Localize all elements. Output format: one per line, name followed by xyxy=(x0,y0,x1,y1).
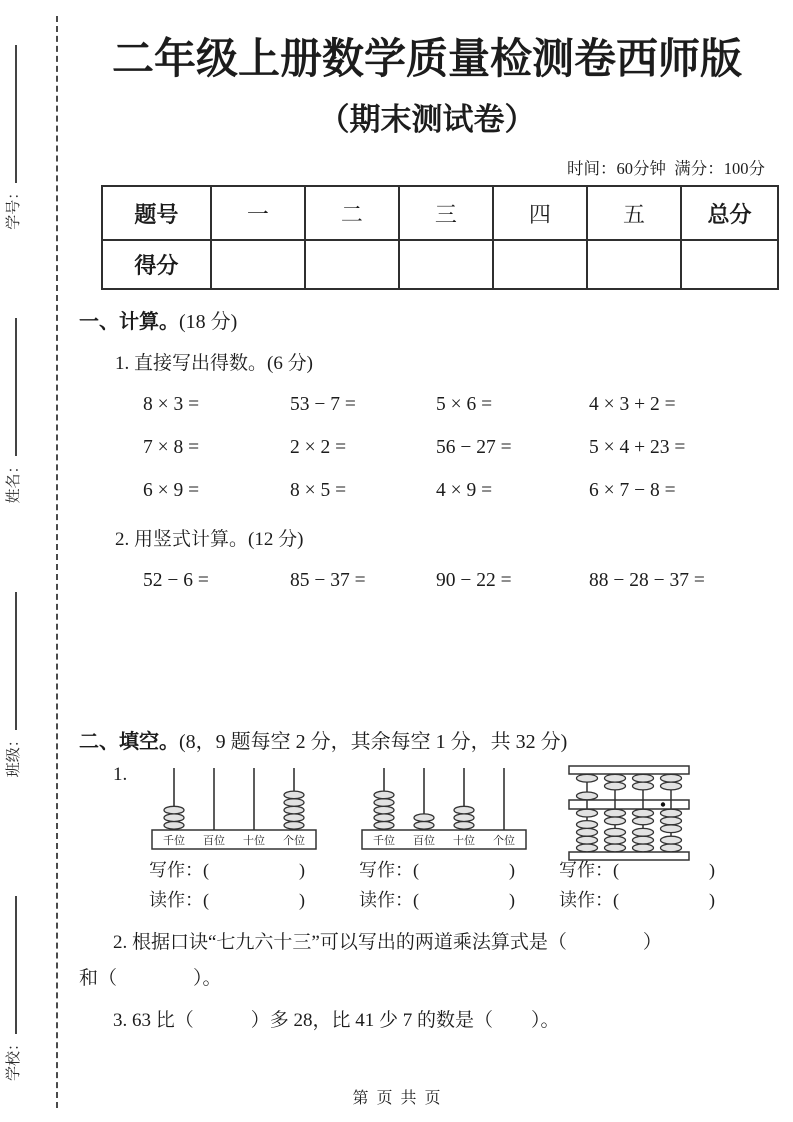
math-problem: 52 − 6 = xyxy=(143,570,209,592)
math-problem: 4 × 9 = xyxy=(436,480,493,502)
seal-dashed-line xyxy=(56,16,58,1108)
calculation-workspace xyxy=(75,592,779,710)
math-problem: 6 × 9 = xyxy=(143,480,200,502)
fill-q3: 3. 63 比（ ）多 28，比 41 少 7 的数是（ ）。 xyxy=(113,1009,560,1031)
score-table-header-cell: 三 xyxy=(399,186,493,240)
math-problem: 85 − 37 = xyxy=(290,570,366,592)
score-empty-cell xyxy=(587,240,681,289)
fill-q1 xyxy=(75,764,779,915)
write-as-line: 写作：( ) xyxy=(559,860,715,881)
section-two-heading-bold: 二、填空。 xyxy=(79,731,179,754)
write-as-line: 写作：( ) xyxy=(149,860,305,881)
score-table xyxy=(101,185,779,290)
section-one-heading xyxy=(79,305,779,334)
field-student-number-label: 学号： xyxy=(6,184,22,230)
svg-text:千位: 千位 xyxy=(163,835,185,848)
write-as-line: 写作：( ) xyxy=(359,860,515,881)
part2-title: 2. 用竖式计算。(12 分) xyxy=(115,529,304,551)
time-and-score-info: 时间：60分钟 满分：100分 xyxy=(567,159,765,179)
paper-title: 二年级上册数学质量检测卷西师版 xyxy=(111,35,742,82)
field-name-blank-line xyxy=(12,318,17,456)
read-as-line: 读作：( ) xyxy=(359,889,515,910)
math-problem: 5 × 4 + 23 = xyxy=(589,437,686,459)
field-school-label: 学校： xyxy=(6,1035,22,1081)
fill-q2-line1: 2. 根据口诀“七九六十三”可以写出的两道乘法算式是（ ） xyxy=(113,931,662,953)
section-one-heading-rest: (18 分) xyxy=(179,311,238,334)
score-table-header-cell: 一 xyxy=(211,186,305,240)
abacus-column-1 xyxy=(149,764,359,915)
section-two-heading xyxy=(79,725,779,754)
svg-text:千位: 千位 xyxy=(373,835,395,848)
sidebar-student-info xyxy=(2,11,54,1111)
math-problem: 8 × 3 = xyxy=(143,394,200,416)
section-one-heading-bold: 一、计算。 xyxy=(79,311,179,334)
column-calculation-grid xyxy=(75,570,779,592)
math-problem: 7 × 8 = xyxy=(143,437,200,459)
field-name xyxy=(2,304,23,504)
abacus-a xyxy=(149,764,359,856)
score-table-score-row xyxy=(102,240,778,289)
score-empty-cell xyxy=(493,240,587,289)
score-empty-cell xyxy=(211,240,305,289)
fill-q1-number: 1. xyxy=(113,764,128,786)
field-student-number-blank-line xyxy=(12,45,17,183)
math-problem: 88 − 28 − 37 = xyxy=(589,570,705,592)
page-footer: 第 页 共 页 xyxy=(352,1090,441,1107)
math-problem: 5 × 6 = xyxy=(436,394,493,416)
math-problem: 4 × 3 + 2 = xyxy=(589,394,676,416)
field-class xyxy=(2,577,23,777)
score-table-header-cell: 题号 xyxy=(102,186,211,240)
score-table-header-cell: 总分 xyxy=(681,186,778,240)
svg-text:百位: 百位 xyxy=(413,835,435,848)
math-problem: 8 × 5 = xyxy=(290,480,347,502)
math-problem: 53 − 7 = xyxy=(290,394,356,416)
fill-q2-line2: 和（ ）。 xyxy=(79,967,222,989)
score-table-header-cell: 五 xyxy=(587,186,681,240)
paper-subtitle: （期末测试卷） xyxy=(318,102,536,138)
svg-text:十位: 十位 xyxy=(453,835,475,848)
abacus-column-2 xyxy=(359,764,559,915)
score-row-label: 得分 xyxy=(102,240,211,289)
abacus-b xyxy=(359,764,559,856)
field-school xyxy=(2,881,23,1081)
paper-body xyxy=(75,0,779,1038)
section-two-heading-rest: (8，9 题每空 2 分，其余每空 1 分，共 32 分) xyxy=(179,731,568,754)
score-empty-cell xyxy=(681,240,778,289)
score-empty-cell xyxy=(305,240,399,289)
field-school-blank-line xyxy=(12,896,17,1034)
math-problem: 6 × 7 − 8 = xyxy=(589,480,676,502)
svg-text:百位: 百位 xyxy=(203,835,225,848)
read-as-line: 读作：( ) xyxy=(149,889,305,910)
svg-text:个位: 个位 xyxy=(493,835,515,848)
oral-calculation-grid xyxy=(75,394,779,502)
score-table-header-row xyxy=(102,186,778,240)
math-problem: 2 × 2 = xyxy=(290,437,347,459)
abacus-column-3 xyxy=(559,764,754,915)
score-table-header-cell: 二 xyxy=(305,186,399,240)
svg-text:个位: 个位 xyxy=(283,835,305,848)
field-student-number xyxy=(2,30,23,230)
field-class-blank-line xyxy=(12,592,17,730)
field-class-label: 班级： xyxy=(6,732,22,778)
part1-title: 1. 直接写出得数。(6 分) xyxy=(115,353,313,375)
read-as-line: 读作：( ) xyxy=(559,889,715,910)
score-table-header-cell: 四 xyxy=(493,186,587,240)
svg-text:十位: 十位 xyxy=(243,835,265,848)
math-problem: 90 − 22 = xyxy=(436,570,512,592)
suanpan-abacus xyxy=(559,764,754,856)
math-problem: 56 − 27 = xyxy=(436,437,512,459)
score-empty-cell xyxy=(399,240,493,289)
field-name-label: 姓名： xyxy=(6,458,22,504)
